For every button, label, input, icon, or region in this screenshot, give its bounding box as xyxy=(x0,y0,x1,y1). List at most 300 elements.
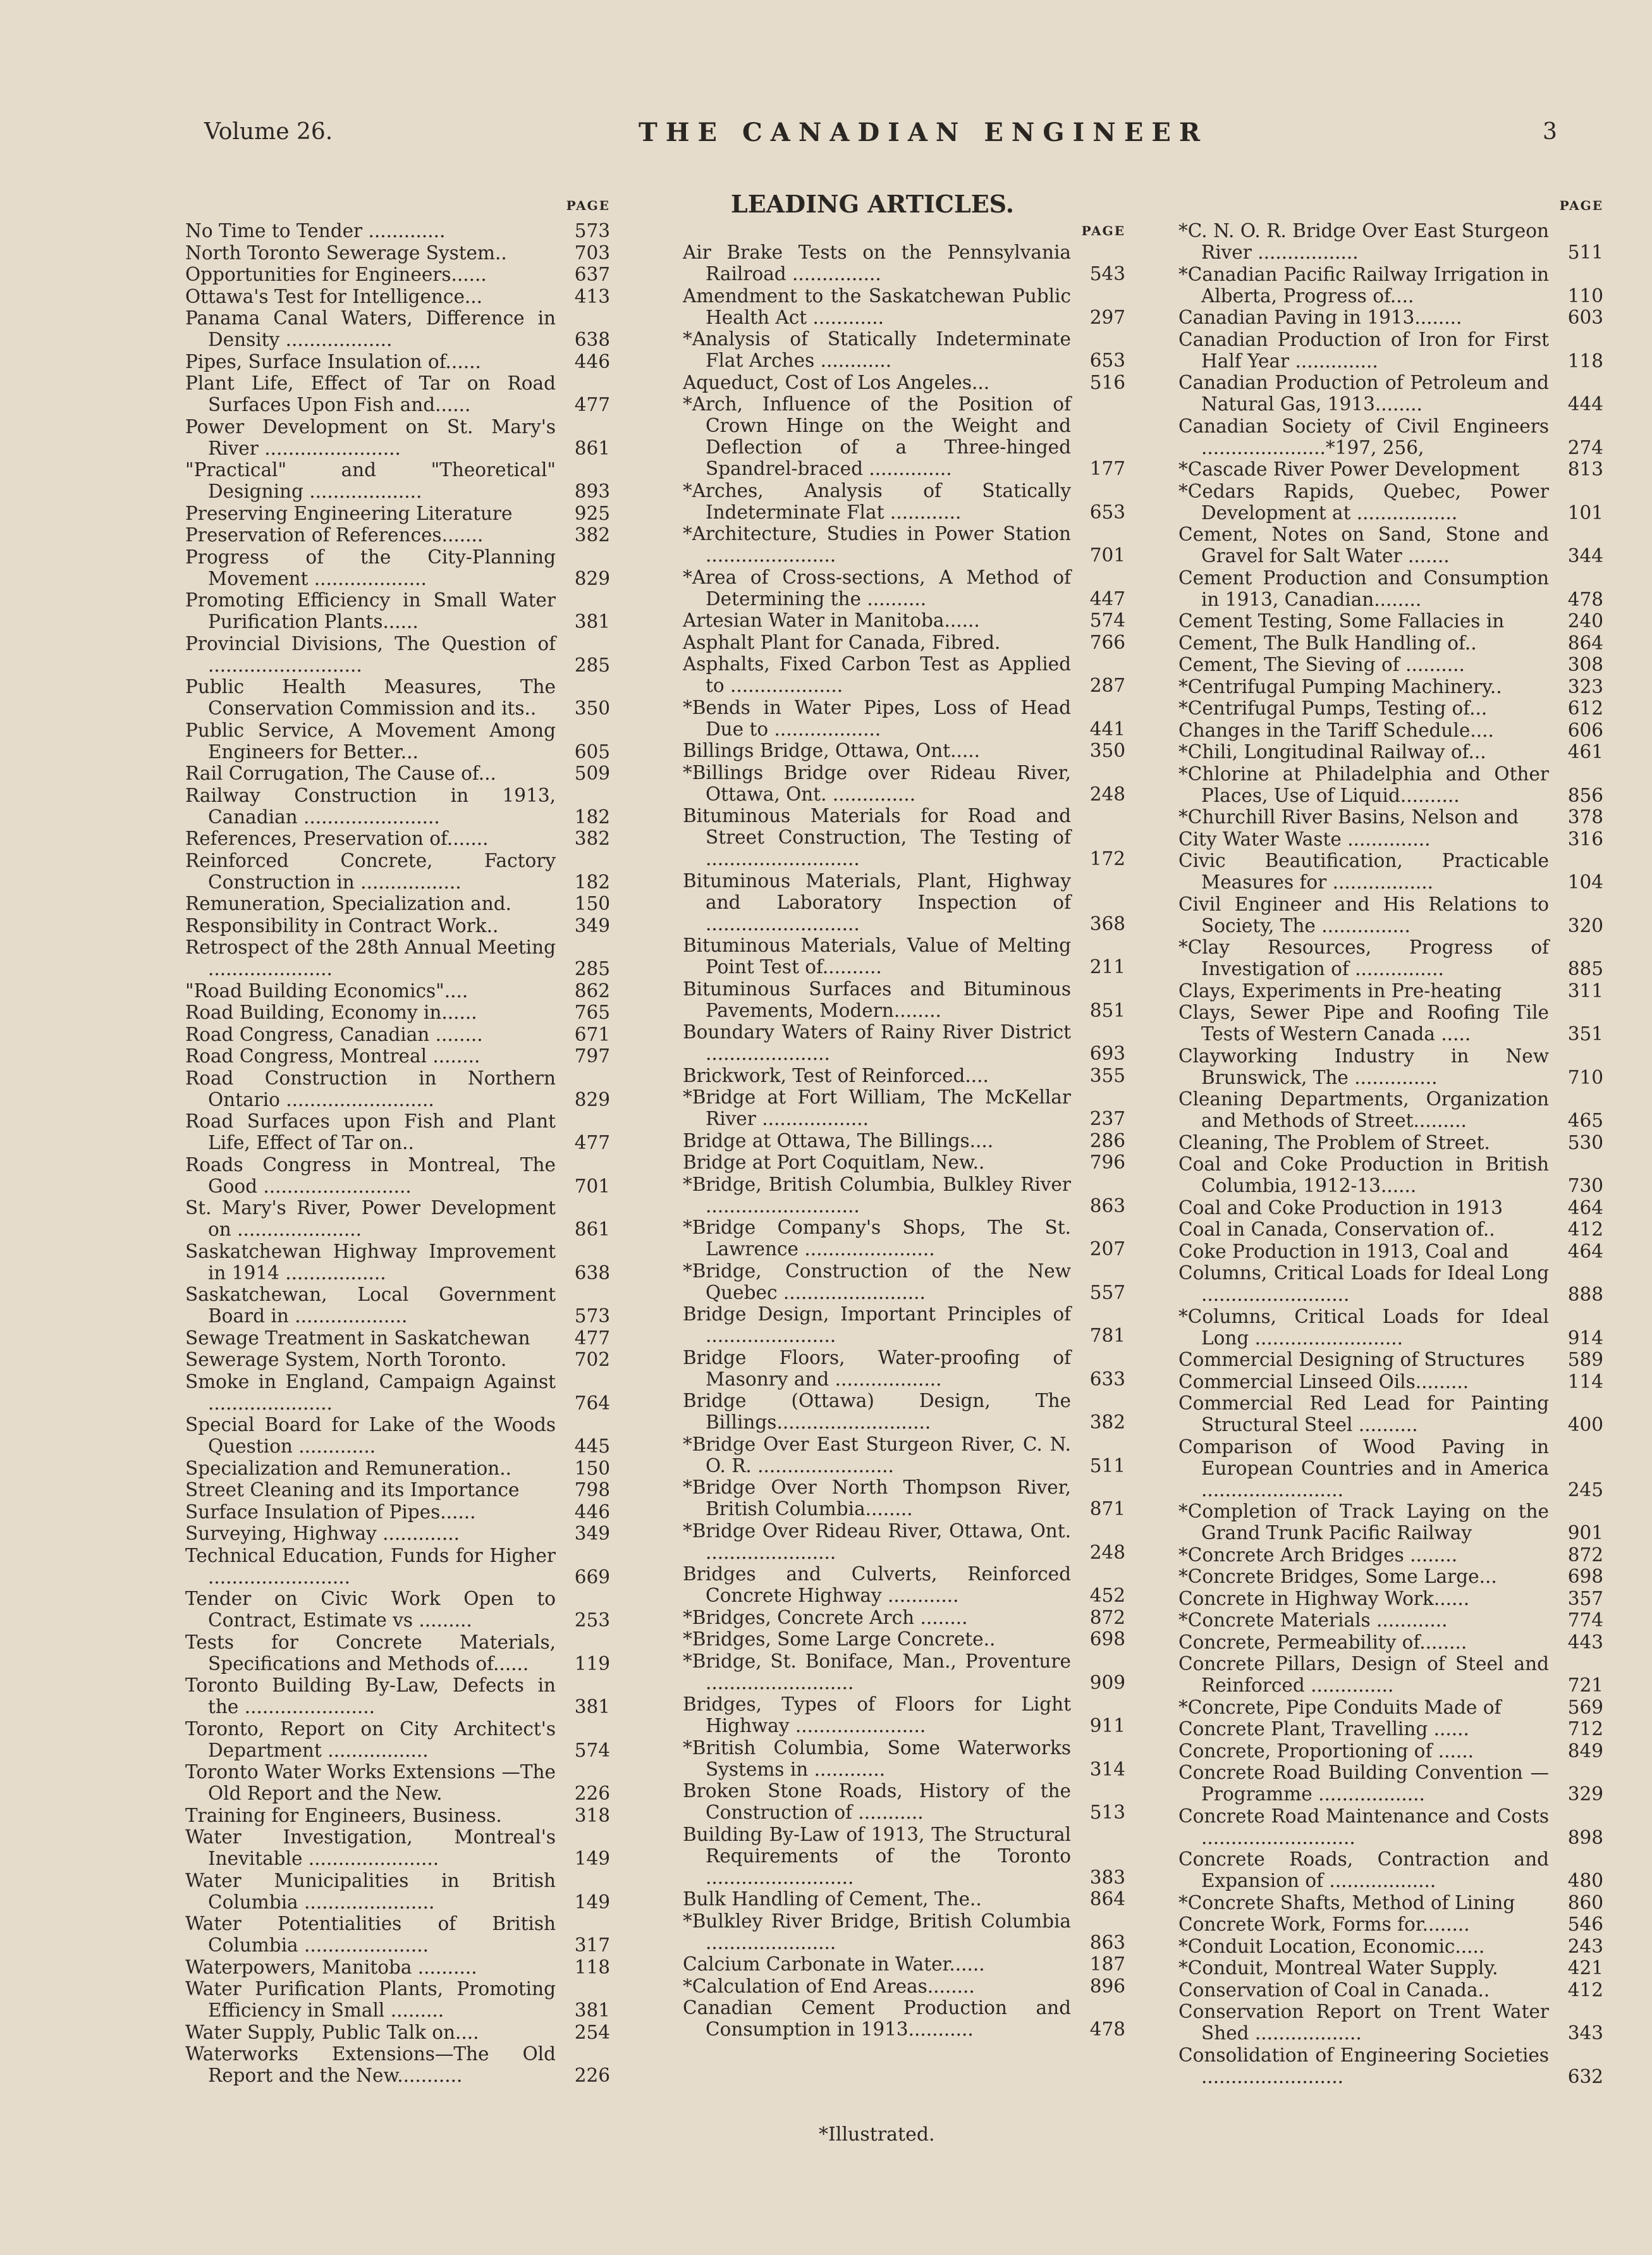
column-header xyxy=(1178,190,1603,220)
index-entry xyxy=(185,763,610,784)
entry-page: 509 xyxy=(574,763,610,784)
index-entry xyxy=(1178,894,1603,937)
index-entry xyxy=(1178,654,1603,675)
index-entry xyxy=(1178,1848,1603,1891)
entry-title: *Architecture, Studies in Power Station ...................... xyxy=(683,523,1071,566)
entry-page: 861 xyxy=(574,437,610,459)
entry-title: Canadian Paving in 1913........ xyxy=(1178,307,1462,328)
index-entry xyxy=(185,1826,610,1869)
index-entry xyxy=(1178,2001,1603,2044)
entry-title: *Bridge at Fort William, The McKellar River .................. xyxy=(683,1086,1071,1129)
index-entry xyxy=(683,740,1125,761)
index-entry xyxy=(185,2043,610,2086)
entry-page: 317 xyxy=(574,1934,610,1956)
index-entry xyxy=(185,264,610,285)
entry-page: 774 xyxy=(1567,1609,1603,1631)
entry-page: 274 xyxy=(1567,436,1603,458)
index-entry xyxy=(185,1002,610,1023)
index-entry xyxy=(683,653,1125,696)
entry-title: *Bridge, St. Boniface, Man., Proventure ......................... xyxy=(683,1650,1071,1693)
entry-title: Air Brake Tests on the Pennsylvania Railroad ............... xyxy=(683,242,1071,285)
entry-page: 378 xyxy=(1567,806,1603,828)
entry-page: 909 xyxy=(1089,1671,1125,1693)
index-entry xyxy=(185,1371,610,1414)
entry-page: 589 xyxy=(1567,1349,1603,1370)
index-entry xyxy=(683,1434,1125,1477)
index-entry xyxy=(185,1674,610,1717)
entry-page: 851 xyxy=(1089,999,1125,1021)
entry-page: 177 xyxy=(1089,458,1125,479)
entry-title: Clays, Sewer Pipe and Roofing Tile Tests of Western Canada ..... xyxy=(1178,1002,1549,1045)
index-entry xyxy=(683,242,1125,285)
entry-page: 368 xyxy=(1089,912,1125,935)
entry-page: 863 xyxy=(1089,1931,1125,1953)
entry-page: 254 xyxy=(574,2021,610,2043)
entry-title: *Chlorine at Philadelphia and Other Places, Use of Liquid.......... xyxy=(1178,763,1549,806)
page-number: 3 xyxy=(1543,119,1557,145)
entry-page: 344 xyxy=(1567,545,1603,567)
entry-title: "Road Building Economics".... xyxy=(185,980,468,1002)
entry-page: 237 xyxy=(1089,1108,1125,1129)
index-entry xyxy=(185,1067,610,1110)
entry-title: *Centrifugal Pumping Machinery.. xyxy=(1178,675,1502,697)
entry-title: Bulk Handling of Cement, The.. xyxy=(683,1888,982,1910)
entry-title: *Concrete Shafts, Method of Lining xyxy=(1178,1891,1515,1914)
page-column-label: PAGE xyxy=(1081,223,1125,238)
index-entry xyxy=(1178,2044,1603,2087)
index-entry xyxy=(683,1260,1125,1303)
entry-title: *Clay Resources, Progress of Investigation of ............... xyxy=(1178,937,1549,980)
entry-title: References, Preservation of....... xyxy=(185,828,489,849)
entry-page: 400 xyxy=(1567,1414,1603,1435)
index-entry xyxy=(683,1780,1125,1823)
index-entry xyxy=(683,1650,1125,1693)
entry-page: 893 xyxy=(574,481,610,502)
index-entry xyxy=(185,372,610,415)
entry-page: 861 xyxy=(574,1219,610,1240)
entry-page: 287 xyxy=(1089,675,1125,696)
entry-page: 297 xyxy=(1089,306,1125,328)
entry-page: 849 xyxy=(1567,1740,1603,1762)
entry-title: Artesian Water in Manitoba...... xyxy=(683,610,980,631)
entry-page: 511 xyxy=(1567,242,1603,263)
index-entry xyxy=(185,2022,610,2043)
entry-title: Canadian Cement Production and Consumption in 1913........... xyxy=(683,1997,1071,2040)
index-entry xyxy=(683,1910,1125,1953)
entry-page: 182 xyxy=(574,871,610,893)
index-entry xyxy=(185,785,610,828)
entry-page: 653 xyxy=(1089,350,1125,371)
entry-page: 311 xyxy=(1567,980,1603,1002)
index-entry xyxy=(185,915,610,937)
entry-page: 308 xyxy=(1567,654,1603,675)
index-entry xyxy=(683,1303,1125,1346)
index-entry xyxy=(185,720,610,763)
index-entry xyxy=(1178,828,1603,850)
entry-title: Remuneration, Specialization and. xyxy=(185,893,511,914)
index-entry xyxy=(185,1241,610,1284)
entry-title: Road Congress, Montreal ........ xyxy=(185,1045,480,1067)
entry-title: Consolidation of Engineering Societies ........................ xyxy=(1178,2044,1549,2087)
entry-page: 381 xyxy=(574,611,610,632)
index-entry xyxy=(683,1563,1125,1606)
entry-page: 888 xyxy=(1567,1284,1603,1305)
index-entry xyxy=(683,285,1125,328)
entry-page: 104 xyxy=(1567,871,1603,893)
index-entry xyxy=(185,524,610,546)
entry-page: 911 xyxy=(1089,1715,1125,1736)
entry-title: Tender on Civic Work Open to Contract, Estimate vs ......... xyxy=(185,1588,556,1631)
index-entry xyxy=(185,850,610,893)
entry-title: Surface Insulation of Pipes...... xyxy=(185,1501,476,1523)
index-entry xyxy=(185,503,610,524)
entry-title: *Arch, Influence of the Position of Crown Hinge on the Weight and Deflection of a Three-hinged Spandrel-braced .............. xyxy=(683,393,1071,479)
section-title: LEADING ARTICLES. xyxy=(730,190,1014,218)
entry-page: 638 xyxy=(574,1262,610,1284)
index-entry xyxy=(683,1628,1125,1650)
entry-title: Changes in the Tariff Schedule.... xyxy=(1178,719,1494,741)
index-entry xyxy=(1178,806,1603,828)
entry-title: *Arches, Analysis of Statically Indeterminate Flat ............ xyxy=(683,479,1071,523)
entry-title: *Canadian Pacific Railway Irrigation in Alberta, Progress of.... xyxy=(1178,263,1549,307)
entry-title: Technical Education, Funds for Higher ........................ xyxy=(185,1544,556,1588)
entry-page: 248 xyxy=(1089,1541,1125,1563)
index-entry xyxy=(683,1975,1125,1997)
entry-title: Public Service, A Movement Among Engineers for Better... xyxy=(185,719,556,763)
entry-title: Rail Corrugation, The Cause of... xyxy=(185,763,496,784)
entry-title: Civic Beautification, Practicable Measures for ................. xyxy=(1178,850,1549,893)
index-entry xyxy=(683,1953,1125,1975)
entry-page: 701 xyxy=(1089,544,1125,566)
index-entry xyxy=(683,935,1125,978)
index-entry xyxy=(1178,329,1603,372)
entry-page: 248 xyxy=(1089,783,1125,805)
entry-page: 530 xyxy=(1567,1131,1603,1153)
entry-title: Concrete Pillars, Design of Steel and Reinforced .............. xyxy=(1178,1653,1549,1696)
index-entry xyxy=(1178,1002,1603,1045)
entry-title: Building By-Law of 1913, The Structural Requirements of the Toronto ......................... xyxy=(683,1823,1071,1888)
entry-title: Bridges, Types of Floors for Light Highway ...................... xyxy=(683,1693,1071,1736)
index-entry xyxy=(1178,1631,1603,1653)
entry-page: 207 xyxy=(1089,1238,1125,1260)
entry-page: 513 xyxy=(1089,1802,1125,1823)
entry-page: 765 xyxy=(574,1002,610,1023)
index-entry xyxy=(1178,1306,1603,1349)
entry-page: 286 xyxy=(1089,1129,1125,1152)
entry-page: 612 xyxy=(1567,697,1603,719)
entry-page: 574 xyxy=(574,1739,610,1761)
entry-title: *Centrifugal Pumps, Testing of... xyxy=(1178,697,1488,719)
index-entry xyxy=(185,220,610,242)
entry-title: Power Development on St. Mary's River ....................... xyxy=(185,415,556,459)
index-entry xyxy=(1178,1241,1603,1262)
entry-title: Canadian Production of Petroleum and Natural Gas, 1913........ xyxy=(1178,372,1549,415)
entry-page: 557 xyxy=(1089,1281,1125,1303)
entry-page: 381 xyxy=(574,2000,610,2021)
entry-page: 856 xyxy=(1567,784,1603,806)
index-entry xyxy=(683,1477,1125,1520)
entry-title: Special Board for Lake of the Woods Question ............. xyxy=(185,1414,556,1457)
entry-title: *Cedars Rapids, Quebec, Power Development at ................. xyxy=(1178,480,1549,524)
index-entry xyxy=(1178,1045,1603,1088)
entry-page: 860 xyxy=(1567,1891,1603,1914)
entry-title: Cement, The Bulk Handling of.. xyxy=(1178,632,1477,654)
index-entry xyxy=(185,1349,610,1370)
entry-title: Smoke in England, Campaign Against ..................... xyxy=(185,1370,556,1414)
index-entry xyxy=(1178,1609,1603,1631)
entry-title: Concrete Road Maintenance and Costs .......................... xyxy=(1178,1805,1549,1848)
index-entry xyxy=(1178,415,1603,458)
entry-title: *Bridge Company's Shops, The St. Lawrence ...................... xyxy=(683,1217,1071,1260)
index-entry xyxy=(185,416,610,459)
entry-title: Coal and Coke Production in 1913 xyxy=(1178,1196,1503,1219)
entry-title: *Bridge Over Rideau River, Ottawa, Ont. ...................... xyxy=(683,1520,1071,1563)
entry-title: *Concrete, Pipe Conduits Made of xyxy=(1178,1696,1502,1718)
entry-page: 872 xyxy=(1089,1606,1125,1628)
entry-title: *Calculation of End Areas........ xyxy=(683,1975,975,1997)
index-entry xyxy=(1178,1805,1603,1848)
entry-page: 477 xyxy=(574,394,610,415)
entry-title: *Billings Bridge over Rideau River, Ottawa, Ont. .............. xyxy=(683,761,1071,805)
index-entry xyxy=(1178,1219,1603,1240)
entry-title: Comparison of Wood Paving in European Countries and in America ........................ xyxy=(1178,1435,1549,1501)
entry-title: Preservation of References....... xyxy=(185,524,484,546)
entry-title: Progress of the City-Planning Movement ................... xyxy=(185,546,556,589)
entry-page: 316 xyxy=(1567,828,1603,850)
entry-page: 461 xyxy=(1567,741,1603,763)
page-column-label: PAGE xyxy=(1559,198,1603,213)
index-entry xyxy=(683,805,1125,869)
index-entry xyxy=(683,870,1125,935)
entry-title: Coal in Canada, Conservation of.. xyxy=(1178,1219,1495,1240)
index-entry xyxy=(1178,1892,1603,1914)
entry-page: 464 xyxy=(1567,1240,1603,1262)
entry-list xyxy=(185,220,610,2086)
entry-list xyxy=(683,242,1125,2040)
index-entry xyxy=(683,1347,1125,1390)
entry-title: Concrete in Highway Work...... xyxy=(1178,1587,1470,1609)
entry-page: 350 xyxy=(574,697,610,719)
entry-title: Boundary Waters of Rainy River District ..................... xyxy=(683,1021,1071,1064)
index-entry xyxy=(683,1997,1125,2040)
index-entry xyxy=(185,893,610,914)
index-entry xyxy=(1178,697,1603,719)
entry-title: Bituminous Materials, Plant, Highway and Laboratory Inspection of .......................... xyxy=(683,869,1071,935)
index-entry xyxy=(1178,1371,1603,1392)
entry-page: 447 xyxy=(1089,587,1125,610)
index-entry xyxy=(683,1065,1125,1086)
entry-title: Waterpowers, Manitoba .......... xyxy=(185,1956,477,1978)
entry-title: Clayworking Industry in New Brunswick, The .............. xyxy=(1178,1045,1549,1088)
entry-page: 412 xyxy=(1567,1979,1603,2001)
index-entry xyxy=(1178,1588,1603,1609)
index-entry xyxy=(185,1957,610,1978)
index-column-1 xyxy=(185,190,610,2087)
entry-title: *Columns, Critical Loads for Ideal Long ......................... xyxy=(1178,1305,1549,1349)
entry-page: 864 xyxy=(1089,1888,1125,1910)
entry-title: Canadian Production of Iron for First Half Year .............. xyxy=(1178,328,1549,372)
index-entry xyxy=(683,1390,1125,1433)
entry-page: 796 xyxy=(1089,1152,1125,1173)
entry-title: Road Construction in Northern Ontario ......................... xyxy=(185,1067,556,1110)
entry-page: 182 xyxy=(574,806,610,828)
index-entry xyxy=(683,1824,1125,1888)
entry-title: Water Supply, Public Talk on.... xyxy=(185,2021,479,2043)
entry-title: *Area of Cross-sections, A Method of Determining the .......... xyxy=(683,566,1071,610)
index-entry xyxy=(683,1086,1125,1129)
index-entry xyxy=(1178,1566,1603,1587)
entry-page: 285 xyxy=(574,654,610,676)
index-entry xyxy=(1178,1153,1603,1196)
entry-title: Cleaning, The Problem of Street. xyxy=(1178,1131,1490,1153)
entry-title: Specialization and Remuneration.. xyxy=(185,1457,511,1479)
entry-title: Bituminous Materials, Value of Melting Point Test of.......... xyxy=(683,935,1071,978)
entry-page: 710 xyxy=(1567,1066,1603,1088)
entry-page: 901 xyxy=(1567,1522,1603,1544)
entry-page: 349 xyxy=(574,914,610,937)
entry-page: 243 xyxy=(1567,1935,1603,1957)
index-entry xyxy=(1178,763,1603,806)
entry-page: 285 xyxy=(574,958,610,980)
index-entry xyxy=(185,1045,610,1067)
index-entry xyxy=(185,307,610,350)
index-entry xyxy=(185,1718,610,1761)
entry-title: Retrospect of the 28th Annual Meeting ..................... xyxy=(185,937,556,980)
index-entry xyxy=(1178,1262,1603,1305)
entry-page: 149 xyxy=(574,1848,610,1869)
entry-page: 421 xyxy=(1567,1957,1603,1979)
entry-title: *Bridge Over North Thompson River, British Columbia........ xyxy=(683,1477,1071,1520)
entry-page: 637 xyxy=(574,264,610,285)
entry-page: 701 xyxy=(574,1175,610,1197)
index-entry xyxy=(1178,481,1603,524)
entry-title: Road Building, Economy in...... xyxy=(185,1002,477,1023)
column-header xyxy=(185,190,610,220)
entry-title: Toronto Water Works Extensions —The Old Report and the New. xyxy=(185,1761,556,1804)
entry-title: Water Purification Plants, Promoting Efficiency in Small ......... xyxy=(185,1978,556,2021)
entry-title: Concrete Work, Forms for........ xyxy=(1178,1914,1470,1935)
index-entry xyxy=(1178,980,1603,1002)
entry-title: Cement, Notes on Sand, Stone and Gravel for Salt Water ....... xyxy=(1178,524,1549,567)
entry-page: 349 xyxy=(574,1523,610,1544)
entry-title: *Chili, Longitudinal Railway of... xyxy=(1178,741,1486,763)
entry-page: 477 xyxy=(574,1132,610,1153)
index-entry xyxy=(683,328,1125,371)
entry-title: *Concrete Materials ............ xyxy=(1178,1609,1448,1631)
entry-title: Aqueduct, Cost of Los Angeles... xyxy=(683,371,990,393)
index-entry xyxy=(683,393,1125,479)
entry-title: Amendment to the Saskatchewan Public Health Act ............ xyxy=(683,285,1071,328)
entry-title: Clays, Experiments in Pre-heating xyxy=(1178,980,1502,1002)
entry-page: 797 xyxy=(574,1045,610,1067)
entry-page: 829 xyxy=(574,1088,610,1110)
index-entry xyxy=(1178,1957,1603,1979)
entry-page: 872 xyxy=(1567,1544,1603,1566)
index-entry xyxy=(683,523,1125,566)
entry-page: 172 xyxy=(1089,848,1125,869)
entry-page: 382 xyxy=(574,828,610,849)
entry-page: 464 xyxy=(1567,1196,1603,1219)
entry-page: 829 xyxy=(574,567,610,589)
entry-title: Sewerage System, North Toronto. xyxy=(185,1349,507,1370)
entry-page: 712 xyxy=(1567,1718,1603,1740)
entry-page: 465 xyxy=(1567,1110,1603,1131)
entry-title: City Water Waste .............. xyxy=(1178,828,1431,850)
entry-page: 355 xyxy=(1089,1064,1125,1086)
index-entry xyxy=(185,1458,610,1479)
entry-page: 150 xyxy=(574,1457,610,1479)
index-entry xyxy=(185,459,610,502)
entry-title: Billings Bridge, Ottawa, Ont..... xyxy=(683,740,981,761)
entry-page: 925 xyxy=(574,502,610,524)
entry-title: *Bridges, Some Large Concrete.. xyxy=(683,1628,996,1650)
entry-page: 382 xyxy=(574,524,610,546)
entry-title: Bridge Design, Important Principles of ...................... xyxy=(683,1303,1071,1346)
entry-page: 350 xyxy=(1089,740,1125,761)
entry-page: 443 xyxy=(1567,1631,1603,1653)
entry-title: Coke Production in 1913, Coal and xyxy=(1178,1240,1509,1262)
entry-title: Bridge at Port Coquitlam, New.. xyxy=(683,1152,985,1173)
entry-page: 721 xyxy=(1567,1674,1603,1696)
entry-page: 871 xyxy=(1089,1498,1125,1520)
entry-page: 446 xyxy=(574,1501,610,1523)
entry-title: Saskatchewan, Local Government Board in ................... xyxy=(185,1284,556,1327)
entry-page: 671 xyxy=(574,1023,610,1045)
index-entry xyxy=(185,633,610,676)
index-entry xyxy=(1178,720,1603,741)
entry-title: *Analysis of Statically Indeterminate Flat Arches ............ xyxy=(683,328,1071,371)
entry-title: Panama Canal Waters, Difference in Density .................. xyxy=(185,307,556,350)
index-entry xyxy=(683,1021,1125,1064)
entry-title: North Toronto Sewerage System.. xyxy=(185,242,507,264)
column-header xyxy=(683,190,1125,242)
entry-title: Concrete Plant, Travelling ...... xyxy=(1178,1718,1469,1740)
index-entry xyxy=(185,1024,610,1045)
index-entry xyxy=(683,480,1125,523)
entry-page: 320 xyxy=(1567,914,1603,937)
index-entry xyxy=(1178,632,1603,654)
entry-title: Public Health Measures, The Conservation Commission and its.. xyxy=(185,676,556,719)
index-entry xyxy=(1178,372,1603,415)
entry-page: 546 xyxy=(1567,1914,1603,1935)
entry-page: 698 xyxy=(1089,1628,1125,1650)
entry-page: 702 xyxy=(574,1349,610,1370)
entry-title: Reinforced Concrete, Factory Construction in ................. xyxy=(185,849,556,893)
index-entry xyxy=(683,1737,1125,1780)
entry-page: 118 xyxy=(1567,350,1603,372)
entry-page: 119 xyxy=(574,1652,610,1674)
entry-page: 573 xyxy=(574,1305,610,1327)
entry-page: 898 xyxy=(1567,1826,1603,1848)
index-entry xyxy=(185,286,610,307)
index-entry xyxy=(1178,1740,1603,1762)
entry-title: Water Investigation, Montreal's Inevitable ...................... xyxy=(185,1826,556,1869)
entry-title: Plant Life, Effect of Tar on Road Surfaces Upon Fish and...... xyxy=(185,372,556,415)
entry-page: 187 xyxy=(1089,1953,1125,1975)
entry-title: Asphalts, Fixed Carbon Test as Applied to ................... xyxy=(683,653,1071,696)
entry-page: 452 xyxy=(1089,1585,1125,1606)
entry-title: Coal and Coke Production in British Columbia, 1912-13...... xyxy=(1178,1153,1549,1196)
entry-page: 603 xyxy=(1567,307,1603,328)
index-entry xyxy=(185,1913,610,1956)
entry-page: 441 xyxy=(1089,718,1125,740)
index-entry xyxy=(185,1588,610,1631)
index-entry xyxy=(1178,458,1603,480)
entry-title: Waterworks Extensions—The Old Report and the New........... xyxy=(185,2043,556,2086)
entry-title: *Concrete Bridges, Some Large... xyxy=(1178,1566,1497,1587)
entry-page: 253 xyxy=(574,1609,610,1631)
entry-page: 477 xyxy=(574,1327,610,1349)
